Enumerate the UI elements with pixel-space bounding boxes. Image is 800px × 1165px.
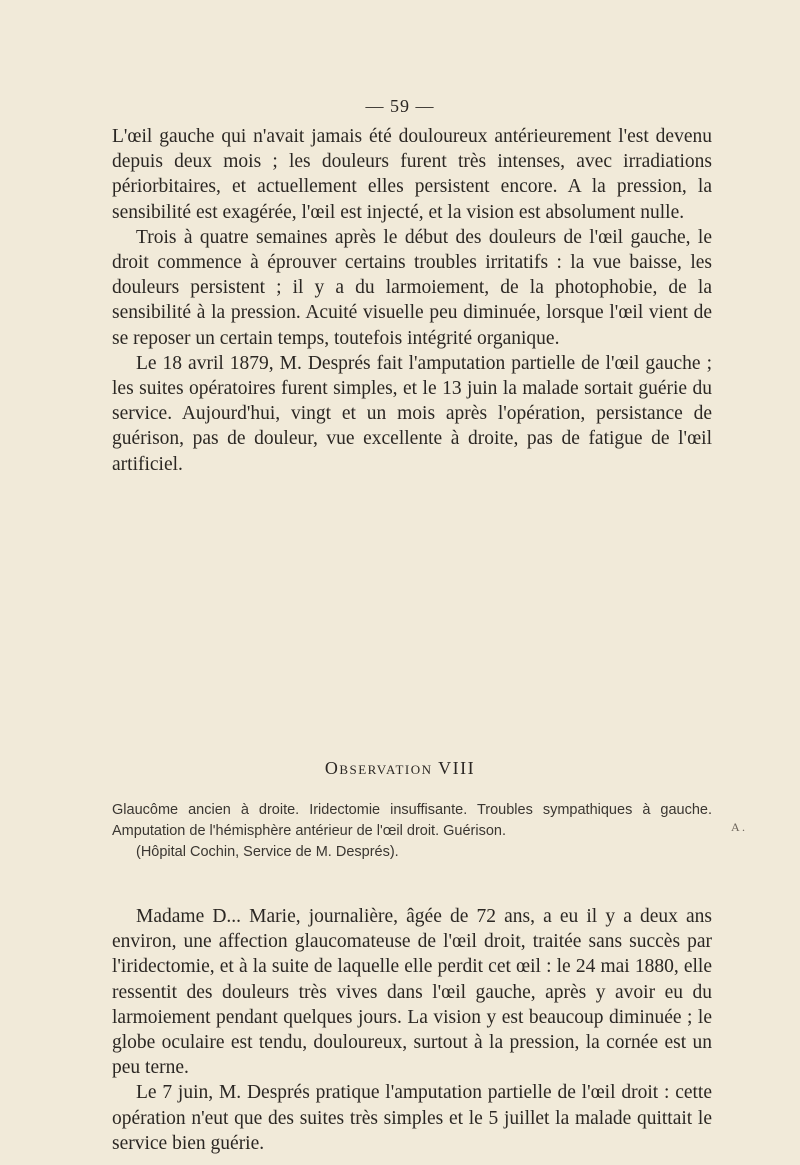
abstract-source: (Hôpital Cochin, Service de M. Després). bbox=[136, 844, 399, 860]
observation-abstract bbox=[112, 800, 712, 863]
paragraph: Madame D... Marie, journalière, âgée de 72 ans, a eu il y a deux ans environ, une affection glaucomateuse de l'œil droit, traitée sans succès par l'iridectomie, et à la suite de laquelle elle perdit cet œil : le 24 mai 1880, elle ressentit des douleurs très vives dans l'œil gauche, après y avoir eu du larmoiement pendant quelques jours. La vision y est beaucoup diminuée ; le globe oculaire est tendu, douloureux, surtout à la pression, la cornée est un peu terne. bbox=[112, 906, 712, 1079]
paragraph: Le 7 juin, M. Després pratique l'amputation partielle de l'œil droit : cette opération n'eut que des suites très simples et le 5 juillet la malade quittait le service bien guérie. bbox=[112, 1082, 712, 1154]
paragraph: Trois à quatre semaines après le début des douleurs de l'œil gauche, le droit commence à éprouver certains troubles irritatifs : la vue baisse, les douleurs persistent ; il y a du larmoiement, de la photophobie, de la sensibilité à la pression. Acuité visuelle peu diminuée, lorsque l'œil vient de se reposer un certain temps, toutefois intégrité organique. bbox=[112, 226, 712, 349]
body-text-bottom bbox=[112, 904, 712, 1156]
paragraph: L'œil gauche qui n'avait jamais été douloureux antérieurement l'est devenu depuis deux mois ; les douleurs furent très intenses, avec irradiations périorbitaires, et actuellement elles persistent encore. A la pression, la sensibilité est exagérée, l'œil est injecté, et la vision est absolument nulle. bbox=[112, 126, 712, 223]
page-number: — 59 — bbox=[365, 96, 435, 116]
abstract-summary: Glaucôme ancien à droite. Iridectomie insuffisante. Troubles sympathiques à gauche. Amputation de l'hémisphère antérieur de l'œil droit. Guérison. bbox=[112, 802, 712, 839]
margin-mark: A . bbox=[731, 820, 746, 834]
body-text-top bbox=[112, 124, 712, 477]
paragraph: Le 18 avril 1879, M. Després fait l'amputation partielle de l'œil gauche ; les suites opératoires furent simples, et le 13 juin la malade sortait guérie du service. Aujourd'hui, vingt et un mois après l'opération, persistance de guérison, pas de douleur, vue excellente à droite, pas de fatigue de l'œil artificiel. bbox=[112, 352, 712, 475]
observation-heading: Observation VIII bbox=[324, 758, 476, 778]
